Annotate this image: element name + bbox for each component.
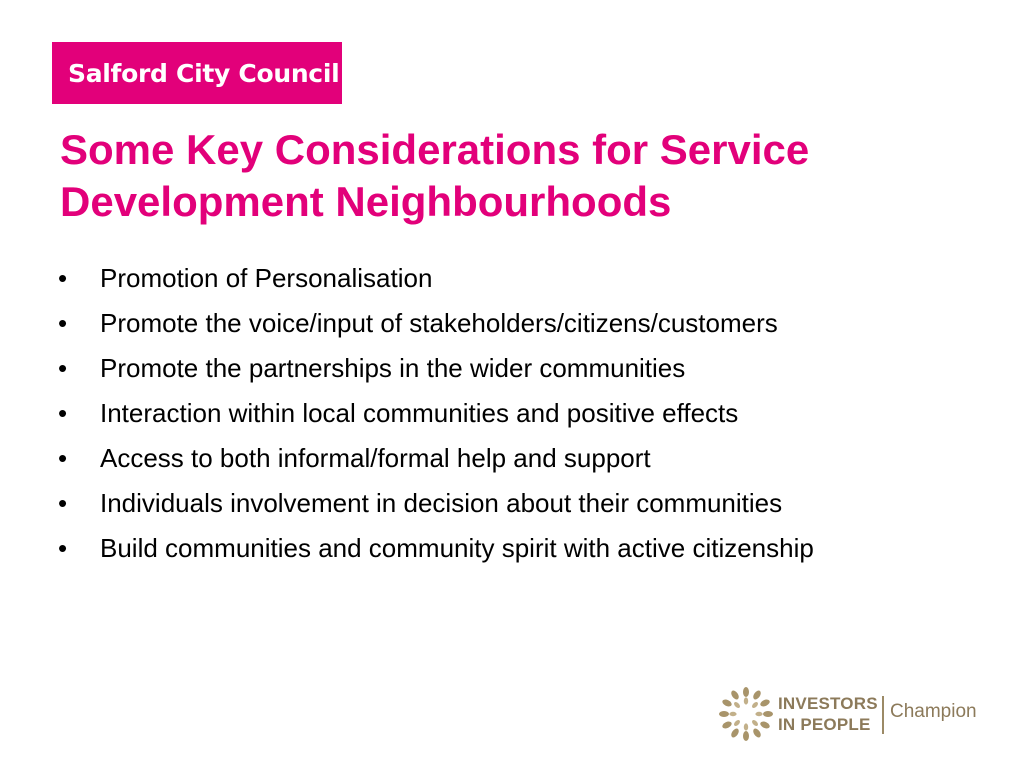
list-item xyxy=(58,397,958,430)
list-item-text: Promote the partnerships in the wider communities xyxy=(100,353,686,383)
bullet-marker: • xyxy=(58,308,68,338)
salford-city-council-logo xyxy=(52,42,342,104)
slide-title xyxy=(60,124,990,228)
bullet-marker: • xyxy=(58,443,68,473)
list-item-text: Build communities and community spirit with active citizenship xyxy=(100,533,814,563)
iip-champion-label: Champion xyxy=(890,701,977,722)
list-item xyxy=(58,487,958,520)
bullet-marker: • xyxy=(58,263,68,293)
bullet-list xyxy=(58,262,958,577)
investors-in-people-logo xyxy=(718,686,988,742)
bullet-marker: • xyxy=(58,488,68,518)
list-item xyxy=(58,532,958,565)
slide-title-line-2: Development Neighbourhoods xyxy=(60,178,672,225)
bullet-marker: • xyxy=(58,353,68,383)
list-item xyxy=(58,262,958,295)
list-item-text: Individuals involvement in decision about their communities xyxy=(100,488,783,518)
iip-wordmark xyxy=(778,693,878,735)
iip-line-2: IN PEOPLE xyxy=(778,715,871,734)
list-item xyxy=(58,352,958,385)
list-item-text: Promotion of Personalisation xyxy=(100,263,433,293)
list-item xyxy=(58,442,958,475)
list-item-text: Access to both informal/formal help and support xyxy=(100,443,651,473)
list-item-text: Interaction within local communities and positive effects xyxy=(100,398,739,428)
list-item xyxy=(58,307,958,340)
slide-title-line-1: Some Key Considerations for Service xyxy=(60,126,810,173)
council-logo-text: Salford City Council xyxy=(68,58,340,88)
laurel-wreath-icon xyxy=(718,686,774,742)
bullet-marker: • xyxy=(58,533,68,563)
list-item-text: Promote the voice/input of stakeholders/citizens/customers xyxy=(100,308,778,338)
iip-divider xyxy=(882,696,884,734)
bullet-marker: • xyxy=(58,398,68,428)
iip-line-1: INVESTORS xyxy=(778,694,878,713)
